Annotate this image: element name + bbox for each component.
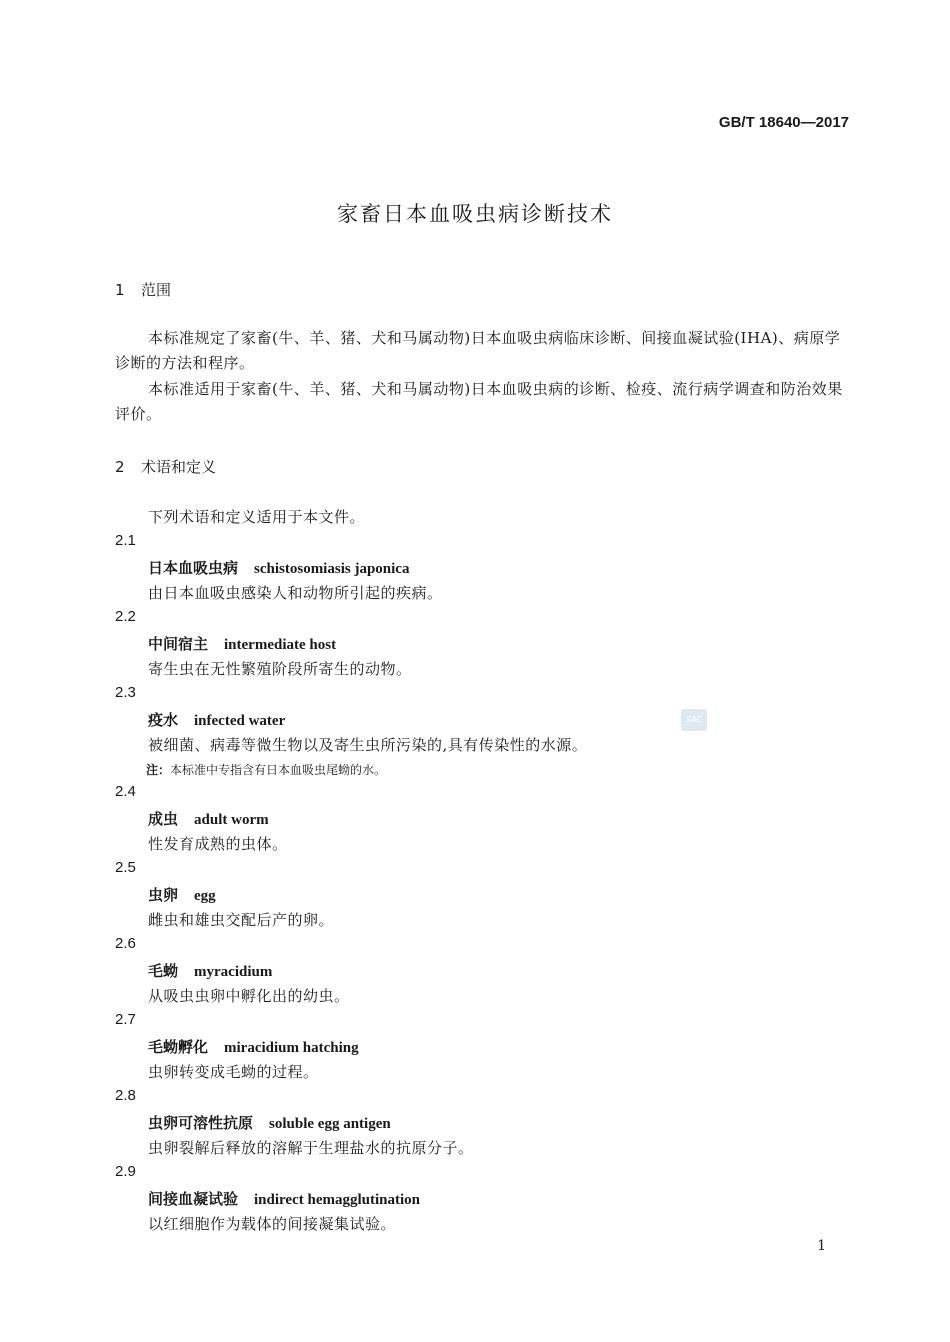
term-number: 2.4 <box>115 783 136 800</box>
term-en: egg <box>194 888 216 904</box>
term-definition: 虫卵转变成毛蚴的过程。 <box>148 1063 319 1081</box>
term-number: 2.7 <box>115 1011 136 1028</box>
term-number: 2.1 <box>115 532 136 549</box>
term-zh: 毛蚴孵化 <box>148 1038 209 1056</box>
term-en: miracidium hatching <box>224 1040 359 1056</box>
section-title: 术语和定义 <box>141 458 217 476</box>
term-en: intermediate host <box>224 637 337 653</box>
term-en: adult worm <box>194 812 269 828</box>
section-1-heading <box>115 279 171 300</box>
terms-intro: 下列术语和定义适用于本文件。 <box>148 508 366 526</box>
term-zh: 间接血凝试验 <box>148 1190 239 1208</box>
scope-paragraph-2: 本标准适用于家畜(牛、羊、猪、犬和马属动物)日本血吸虫病的诊断、检疫、流行病学调查和防治效果评价。 <box>115 380 843 423</box>
document-title: 家畜日本血吸虫病诊断技术 <box>337 202 613 226</box>
term-number: 2.3 <box>115 684 136 701</box>
term-definition: 雌虫和雄虫交配后产的卵。 <box>148 911 335 929</box>
term-definition: 由日本血吸虫感染人和动物所引起的疾病。 <box>148 584 443 602</box>
term-definition: 以红细胞作为载体的间接凝集试验。 <box>148 1215 397 1233</box>
section-2-heading <box>115 456 216 477</box>
term-name <box>148 1112 391 1133</box>
term-en: infected water <box>194 713 286 729</box>
term-name <box>148 884 216 905</box>
scope-paragraph-1: 本标准规定了家畜(牛、羊、猪、犬和马属动物)日本血吸虫病临床诊断、间接血凝试验(IHA)、病原学诊断的方法和程序。 <box>115 329 841 372</box>
term-number: 2.8 <box>115 1087 136 1104</box>
term-en: schistosomiasis japonica <box>254 561 410 577</box>
term-name <box>148 557 409 578</box>
term-number: 2.5 <box>115 859 136 876</box>
term-en: soluble egg antigen <box>269 1116 391 1132</box>
term-number: 2.6 <box>115 935 136 952</box>
term-number: 2.9 <box>115 1163 136 1180</box>
term-zh: 成虫 <box>148 810 179 828</box>
note-label: 注： <box>146 763 171 777</box>
standard-code: GB/T 18640—2017 <box>718 114 849 131</box>
section-title: 范围 <box>141 281 172 299</box>
term-zh: 日本血吸虫病 <box>148 559 239 577</box>
term-definition: 虫卵裂解后释放的溶解于生理盐水的抗原分子。 <box>148 1139 474 1157</box>
term-zh: 疫水 <box>148 711 179 729</box>
sac-watermark-icon: SAC <box>681 709 707 731</box>
term-definition: 性发育成熟的虫体。 <box>148 835 288 853</box>
term-definition: 从吸虫虫卵中孵化出的幼虫。 <box>148 987 350 1005</box>
term-name <box>148 808 269 829</box>
section-number: 1 <box>115 281 125 299</box>
term-name <box>148 960 272 981</box>
term-en: indirect hemagglutination <box>254 1192 420 1208</box>
term-definition: 寄生虫在无性繁殖阶段所寄生的动物。 <box>148 660 412 678</box>
term-zh: 中间宿主 <box>148 635 209 653</box>
term-name <box>148 1188 420 1209</box>
term-zh: 毛蚴 <box>148 962 179 980</box>
term-name <box>148 633 336 654</box>
section-number: 2 <box>115 458 125 476</box>
term-number: 2.2 <box>115 608 136 625</box>
page-number: 1 <box>817 1238 826 1254</box>
term-definition: 被细菌、病毒等微生物以及寄生虫所污染的,具有传染性的水源。 <box>148 736 588 754</box>
term-name <box>148 1036 359 1057</box>
term-en: myracidium <box>194 964 273 980</box>
term-name <box>148 709 285 730</box>
term-note <box>146 761 386 778</box>
term-zh: 虫卵可溶性抗原 <box>148 1114 254 1132</box>
term-zh: 虫卵 <box>148 886 179 904</box>
note-text: 本标准中专指含有日本血吸虫尾蚴的水。 <box>170 763 387 777</box>
